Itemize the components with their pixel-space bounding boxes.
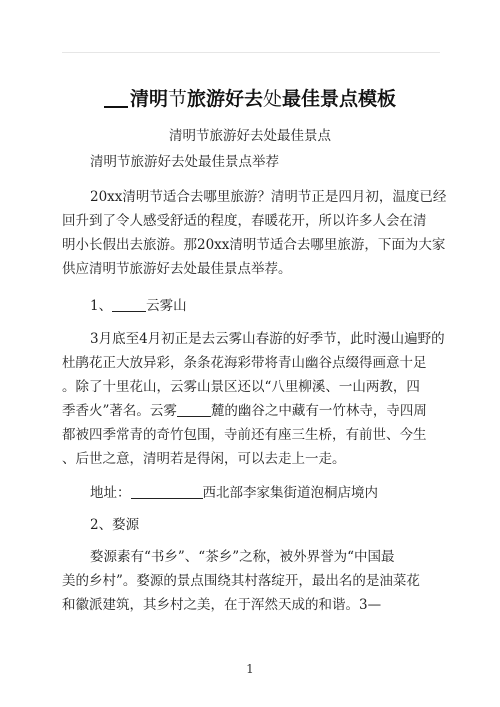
fill-blank <box>112 299 146 312</box>
title-part: 节 <box>167 88 187 110</box>
intro-paragraph <box>62 185 447 281</box>
item-number: 2、 <box>90 517 113 533</box>
address-label: 地址： <box>90 485 131 501</box>
text-line: 婺源素有“书乡”、“茶乡”之称，被外界誉为“中国最 <box>90 549 395 565</box>
text-line: 3月底至4月初正是去云雾山春游的好季节，此时漫山遍野的 <box>90 331 445 347</box>
title-part: 处 <box>263 88 283 110</box>
text-line: 20xx清明节适合去哪里旅游？清明节正是四月初，温度已经 <box>90 189 447 205</box>
title-blank <box>104 88 128 108</box>
fill-blank <box>177 404 211 417</box>
item1-paragraph <box>62 327 445 471</box>
title-part: 旅游好去 <box>186 88 263 110</box>
text-line: 供应清明节旅游好去处最佳景点举荐。 <box>62 261 292 277</box>
item-heading-2 <box>62 513 470 537</box>
text-line: 美的乡村”。婺源的景点围绕其村落绽开，最出名的是油菜花 <box>62 573 420 589</box>
title-part: 清明 <box>129 88 168 110</box>
header-rule <box>62 52 440 53</box>
subtitle: 清明节旅游好去处最佳景点 <box>169 128 331 144</box>
text-line: 回升到了令人感受舒适的程度，春暖花开，所以许多人会在清 <box>62 213 427 229</box>
text-segment: 季香火”著名。云雾 <box>62 403 177 419</box>
section-heading: 清明节旅游好去处最佳景点举荐 <box>90 154 279 170</box>
fill-blank <box>131 486 203 499</box>
text-line: 杜鹃花正大放异彩，条条花海彩带将青山幽谷点缀得画意十足 <box>62 355 427 371</box>
document-title <box>0 84 500 111</box>
text-line: 。除了十里花山，云雾山景区还以“八里柳溪、一山两教，四 <box>62 379 420 395</box>
text-line: 明小长假出去旅游。那20xx清明节适合去哪里旅游，下面为大家 <box>62 237 446 253</box>
item2-paragraph <box>62 545 442 617</box>
text-line: 都被四季常青的奇竹包围，寺前还有座三生桥，有前世、今生 <box>62 427 427 443</box>
text-line: 和徽派建筑，其乡村之美，在于浑然天成的和谐。3— <box>62 597 382 613</box>
address-value: 西北部李家集街道泡桐店境内 <box>202 485 378 501</box>
text-line <box>62 399 442 423</box>
title-part: 最佳景点模板 <box>282 88 397 110</box>
address-line <box>62 481 470 505</box>
item-number: 1、 <box>90 298 113 314</box>
item-name: 婺源 <box>112 517 140 533</box>
item-name: 云雾山 <box>146 298 187 314</box>
item-heading-1 <box>62 294 470 318</box>
page-number: 1 <box>246 662 254 676</box>
text-line: 、后世之意，清明若是得闲，可以去走上一走。 <box>62 451 346 467</box>
text-segment: 麓的幽谷之中藏有一竹林寺，寺四周 <box>210 403 427 419</box>
